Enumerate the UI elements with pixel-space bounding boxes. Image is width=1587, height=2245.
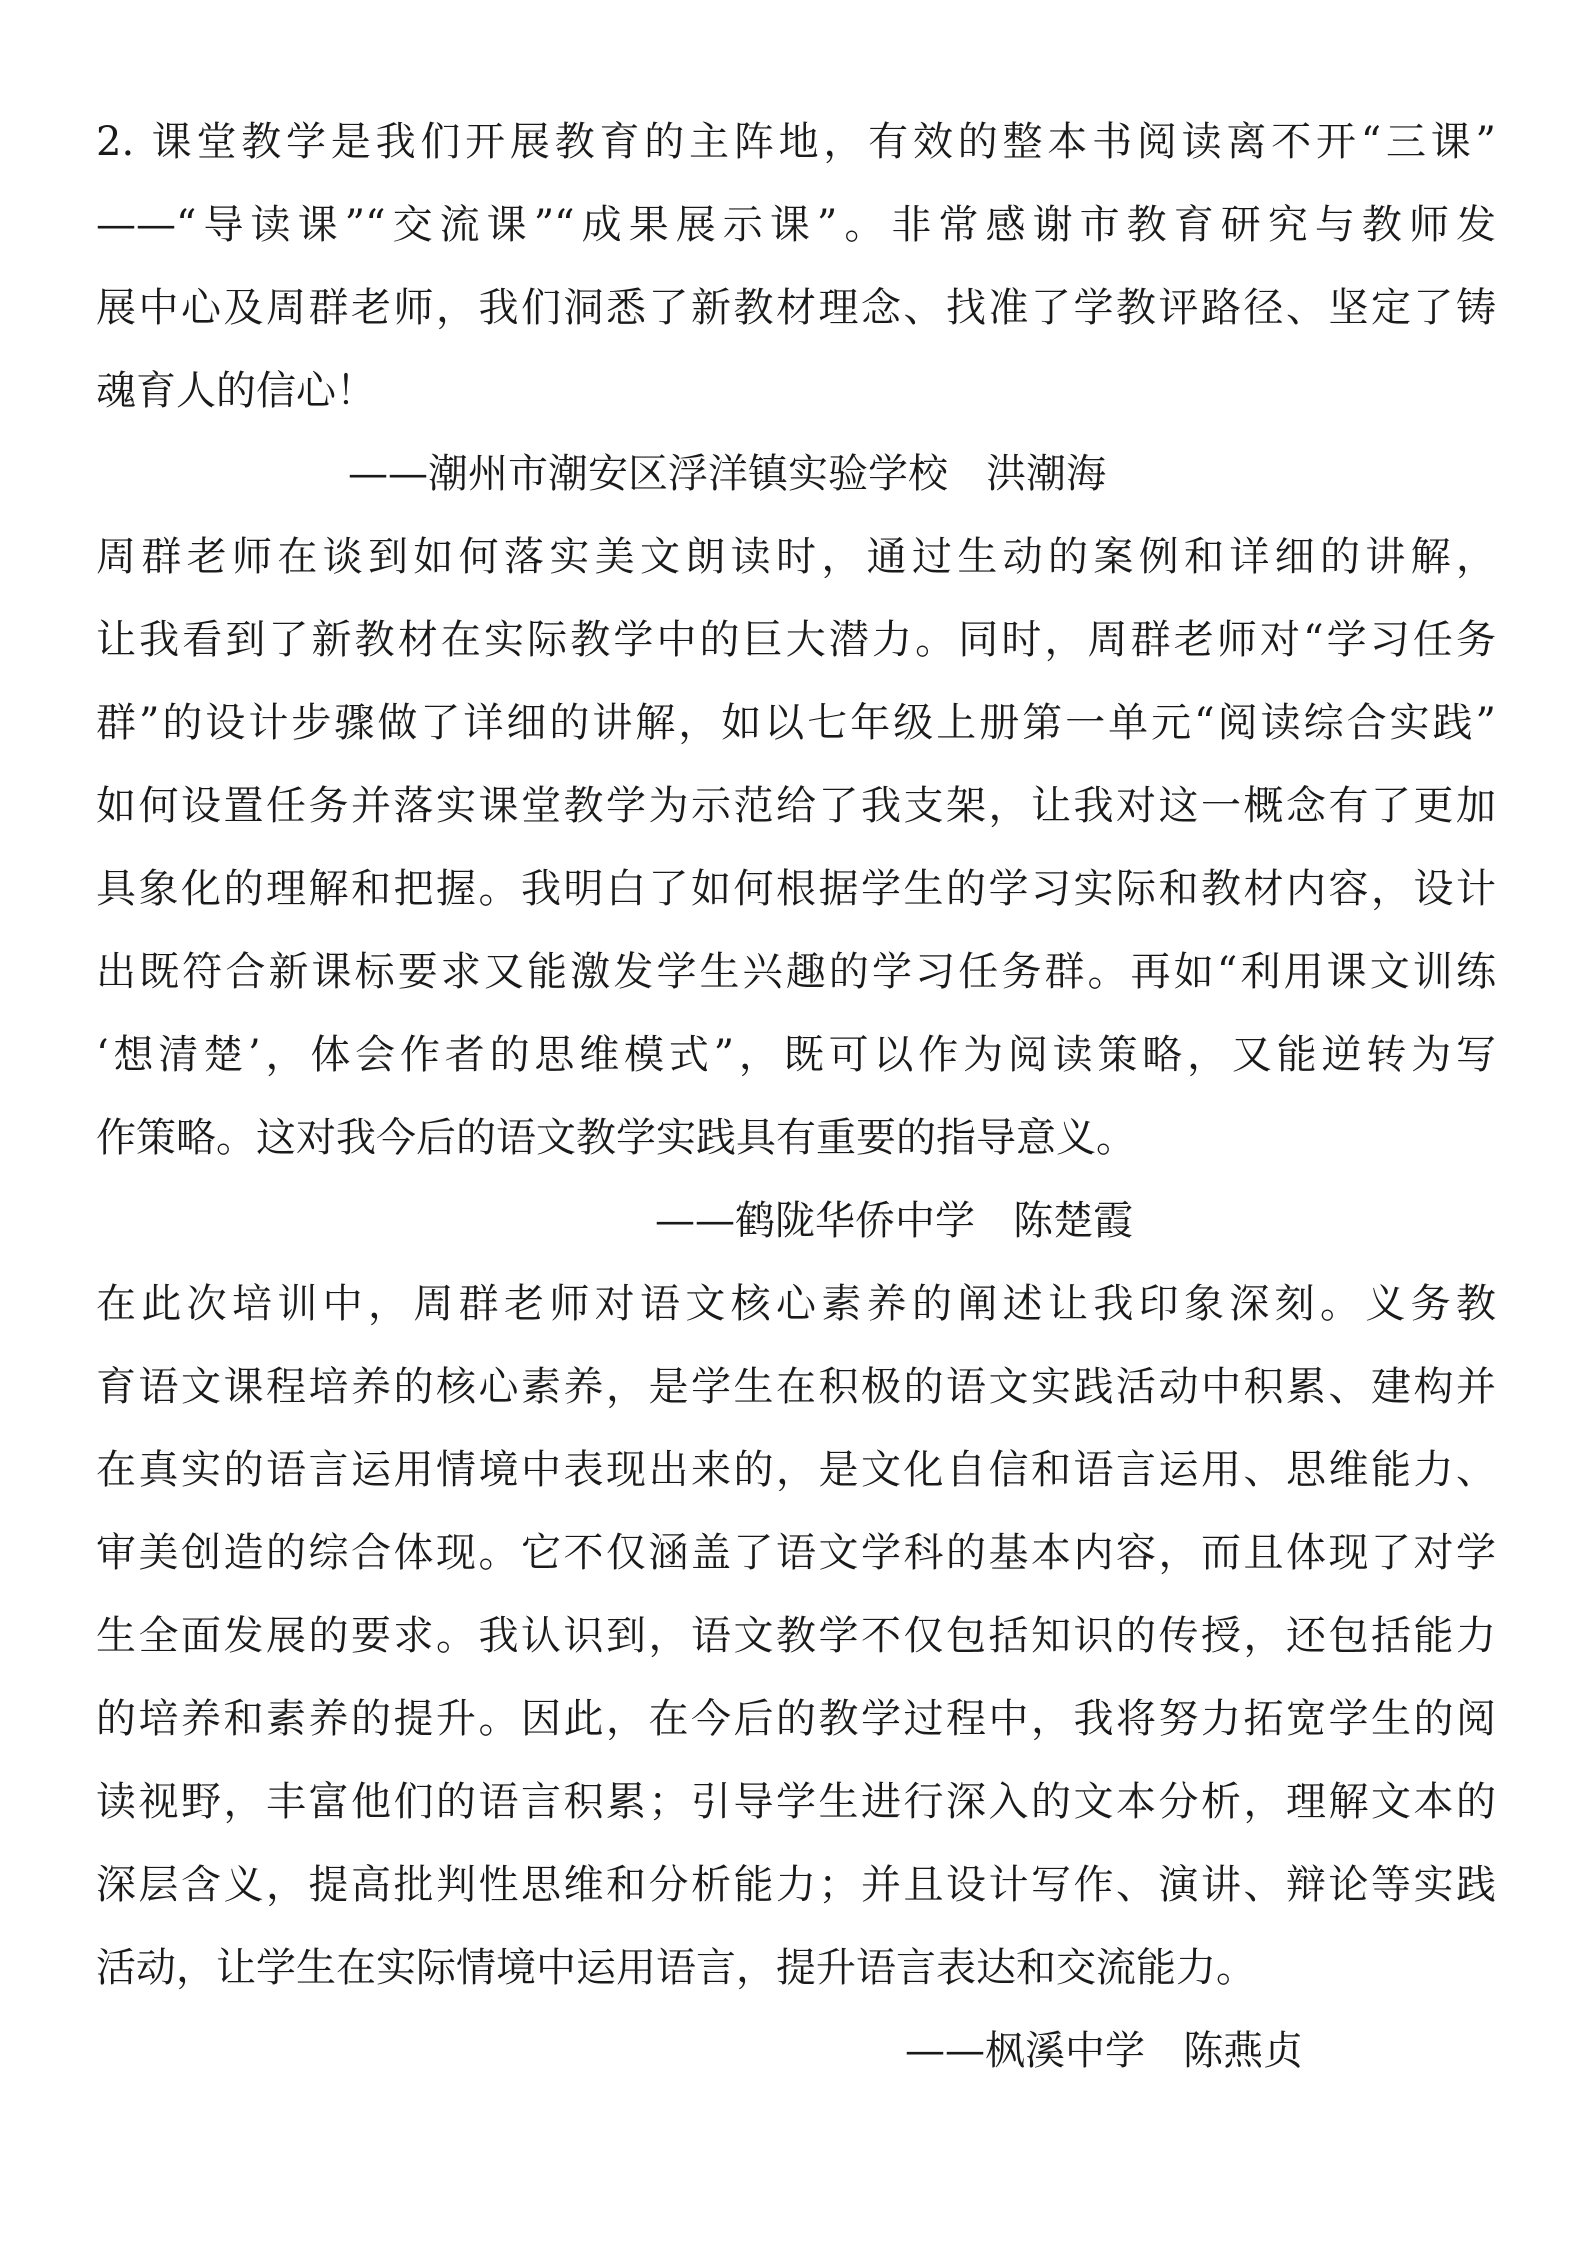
signature-3: ——枫溪中学 陈燕贞: [905, 2028, 1304, 2074]
paragraph-3-line-3: 在真实的语言运用情境中表现出来的，是文化自信和语言运用、思维能力、: [96, 1447, 1496, 1493]
paragraph-2-line-4: 如何设置任务并落实课堂教学为示范给了我支架，让我对这一概念有了更加: [96, 783, 1496, 829]
paragraph-2-line-2: 让我看到了新教材在实际教学中的巨大潜力。同时，周群老师对“学习任务: [96, 617, 1496, 663]
paragraph-3-line-9: 活动，让学生在实际情境中运用语言，提升语言表达和交流能力。: [96, 1945, 1256, 1991]
paragraph-3-line-8: 深层含义，提高批判性思维和分析能力；并且设计写作、演讲、辩论等实践: [96, 1862, 1496, 1908]
paragraph-3-line-4: 审美创造的综合体现。它不仅涵盖了语文学科的基本内容，而且体现了对学: [96, 1530, 1496, 1576]
paragraph-3-line-7: 读视野，丰富他们的语言积累；引导学生进行深入的文本分析，理解文本的: [96, 1779, 1496, 1825]
paragraph-2-line-6: 出既符合新课标要求又能激发学生兴趣的学习任务群。再如“利用课文训练: [96, 949, 1496, 995]
paragraph-1-line-1: 2. 课堂教学是我们开展教育的主阵地，有效的整本书阅读离不开“三课”: [96, 119, 1496, 165]
signature-1: ——潮州市潮安区浮洋镇实验学校 洪潮海: [348, 451, 1107, 497]
signature-2: ——鹤陇华侨中学 陈楚霞: [655, 1198, 1134, 1244]
paragraph-2-line-3: 群”的设计步骤做了详细的讲解，如以七年级上册第一单元“阅读综合实践”: [96, 700, 1496, 746]
paragraph-2-line-7: ‘想清楚’，体会作者的思维模式”，既可以作为阅读策略，又能逆转为写: [96, 1032, 1496, 1078]
paragraph-3-line-1: 在此次培训中，周群老师对语文核心素养的阐述让我印象深刻。义务教: [96, 1281, 1496, 1327]
paragraph-3-line-2: 育语文课程培养的核心素养，是学生在积极的语文实践活动中积累、建构并: [96, 1364, 1496, 1410]
paragraph-3-line-5: 生全面发展的要求。我认识到，语文教学不仅包括知识的传授，还包括能力: [96, 1613, 1496, 1659]
paragraph-3-line-6: 的培养和素养的提升。因此，在今后的教学过程中，我将努力拓宽学生的阅: [96, 1696, 1496, 1742]
paragraph-1-line-3: 展中心及周群老师，我们洞悉了新教材理念、找准了学教评路径、坚定了铸: [96, 285, 1496, 331]
paragraph-1-line-4: 魂育人的信心！: [96, 368, 376, 414]
paragraph-2-line-5: 具象化的理解和把握。我明白了如何根据学生的学习实际和教材内容，设计: [96, 866, 1496, 912]
paragraph-2-line-8: 作策略。这对我今后的语文教学实践具有重要的指导意义。: [96, 1115, 1136, 1161]
paragraph-1-line-2: ——“导读课”“交流课”“成果展示课”。非常感谢市教育研究与教师发: [96, 202, 1496, 248]
paragraph-2-line-1: 周群老师在谈到如何落实美文朗读时，通过生动的案例和详细的讲解，: [96, 534, 1496, 580]
